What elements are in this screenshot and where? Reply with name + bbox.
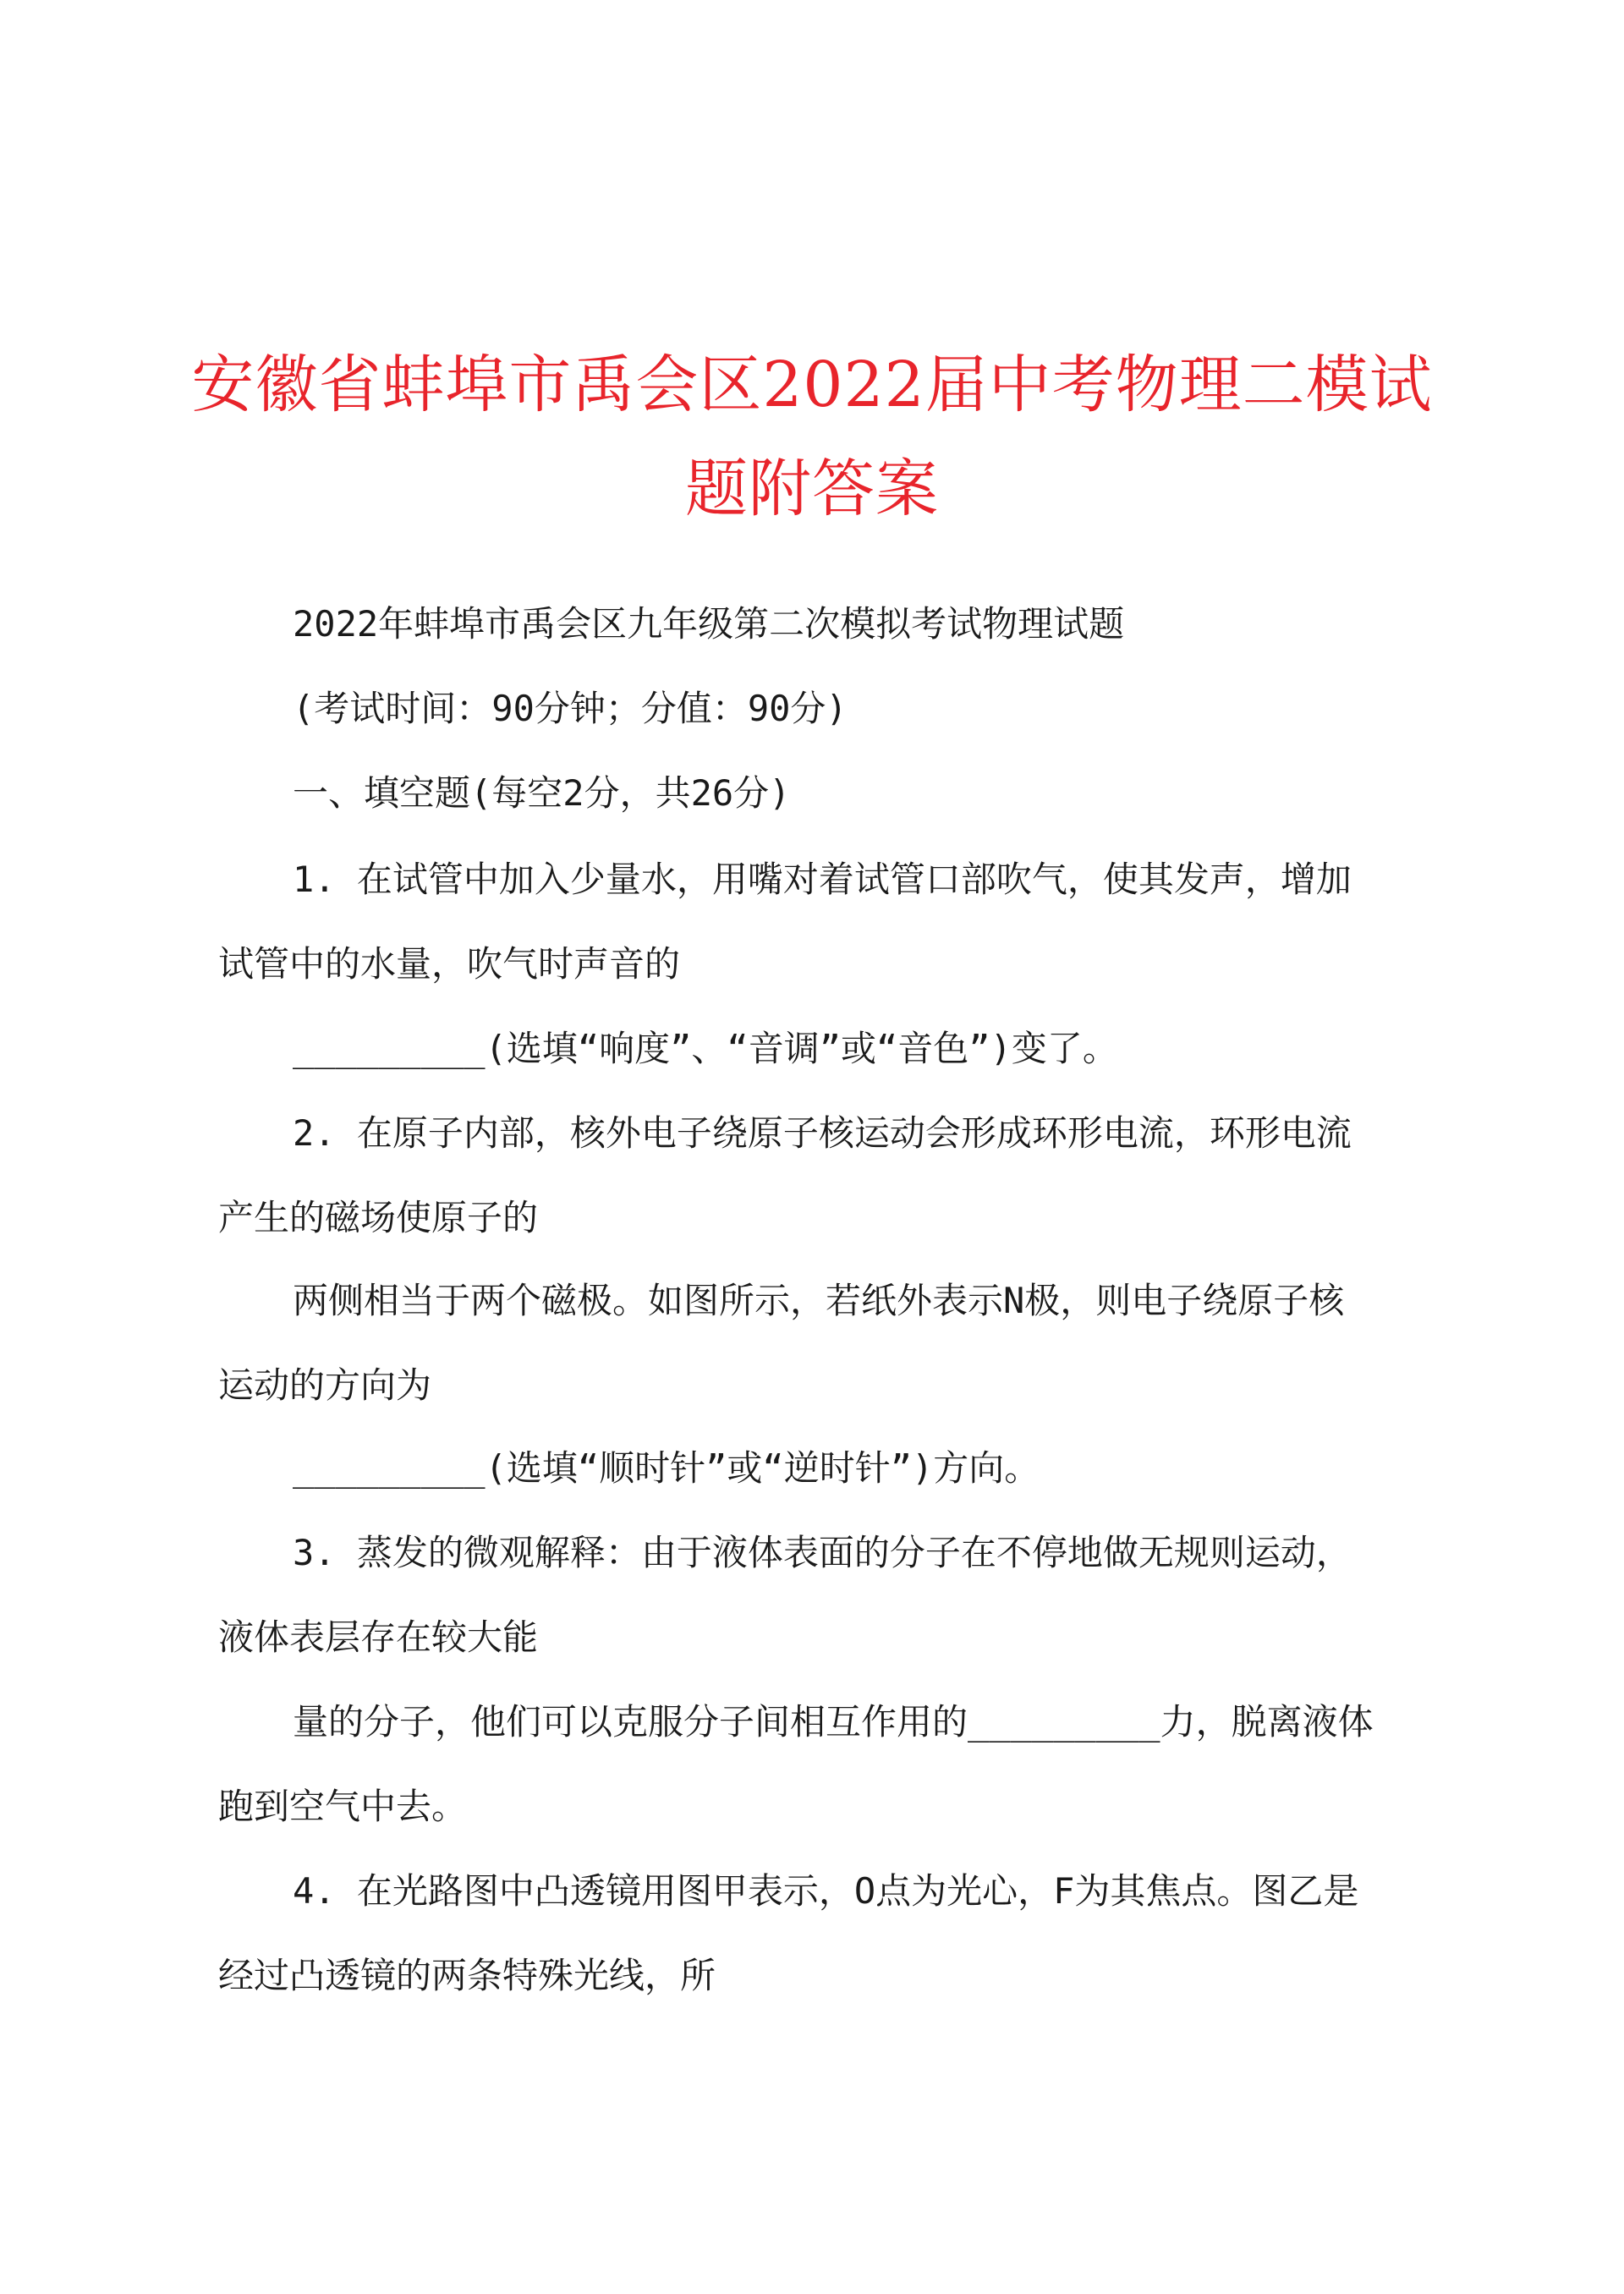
question-1-blank-line: _________(选填“响度”、“音调”或“音色”)变了。 xyxy=(293,1028,1118,1069)
question-4-line-2: 经过凸透镜的两条特殊光线，所 xyxy=(218,1955,716,1996)
question-1-line-2: 试管中的水量，吹气时声音的 xyxy=(218,943,681,985)
exam-heading: 2022年蚌埠市禹会区九年级第二次模拟考试物理试题 xyxy=(293,603,1125,645)
section-heading-fill-in: 一、填空题(每空2分，共26分) xyxy=(293,772,791,814)
question-3-line-4: 跑到空气中去。 xyxy=(218,1786,468,1827)
question-3-line-2: 液体表层存在较大能 xyxy=(218,1616,539,1658)
question-2-line-1: 2. 在原子内部，核外电子绕原子核运动会形成环形电流，环形电流 xyxy=(293,1112,1352,1154)
question-2-blank-line: _________(选填“顺时针”或“逆时针”)方向。 xyxy=(293,1447,1040,1489)
question-3-line-3: 量的分子，他们可以克服分子间相互作用的_________力，脱离液体 xyxy=(293,1701,1374,1742)
question-3-line-1: 3. 蒸发的微观解释：由于液体表面的分子在不停地做无规则运动， xyxy=(293,1532,1352,1573)
exam-time-score: (考试时间：90分钟；分值：90分) xyxy=(293,688,848,729)
question-2-line-3: 两侧相当于两个磁极。如图所示，若纸外表示N极，则电子绕原子核 xyxy=(293,1280,1345,1321)
question-2-line-2: 产生的磁场使原子的 xyxy=(218,1197,539,1238)
document-title-line-2: 题附答案 xyxy=(685,453,939,525)
question-1-line-1: 1. 在试管中加入少量水，用嘴对着试管口部吹气，使其发声，增加 xyxy=(293,859,1352,900)
question-2-line-4: 运动的方向为 xyxy=(218,1364,432,1406)
question-4-line-1: 4. 在光路图中凸透镜用图甲表示，O点为光心，F为其焦点。图乙是 xyxy=(293,1870,1359,1912)
document-title-line-1: 安徽省蚌埠市禹会区2022届中考物理二模试 xyxy=(191,348,1433,421)
